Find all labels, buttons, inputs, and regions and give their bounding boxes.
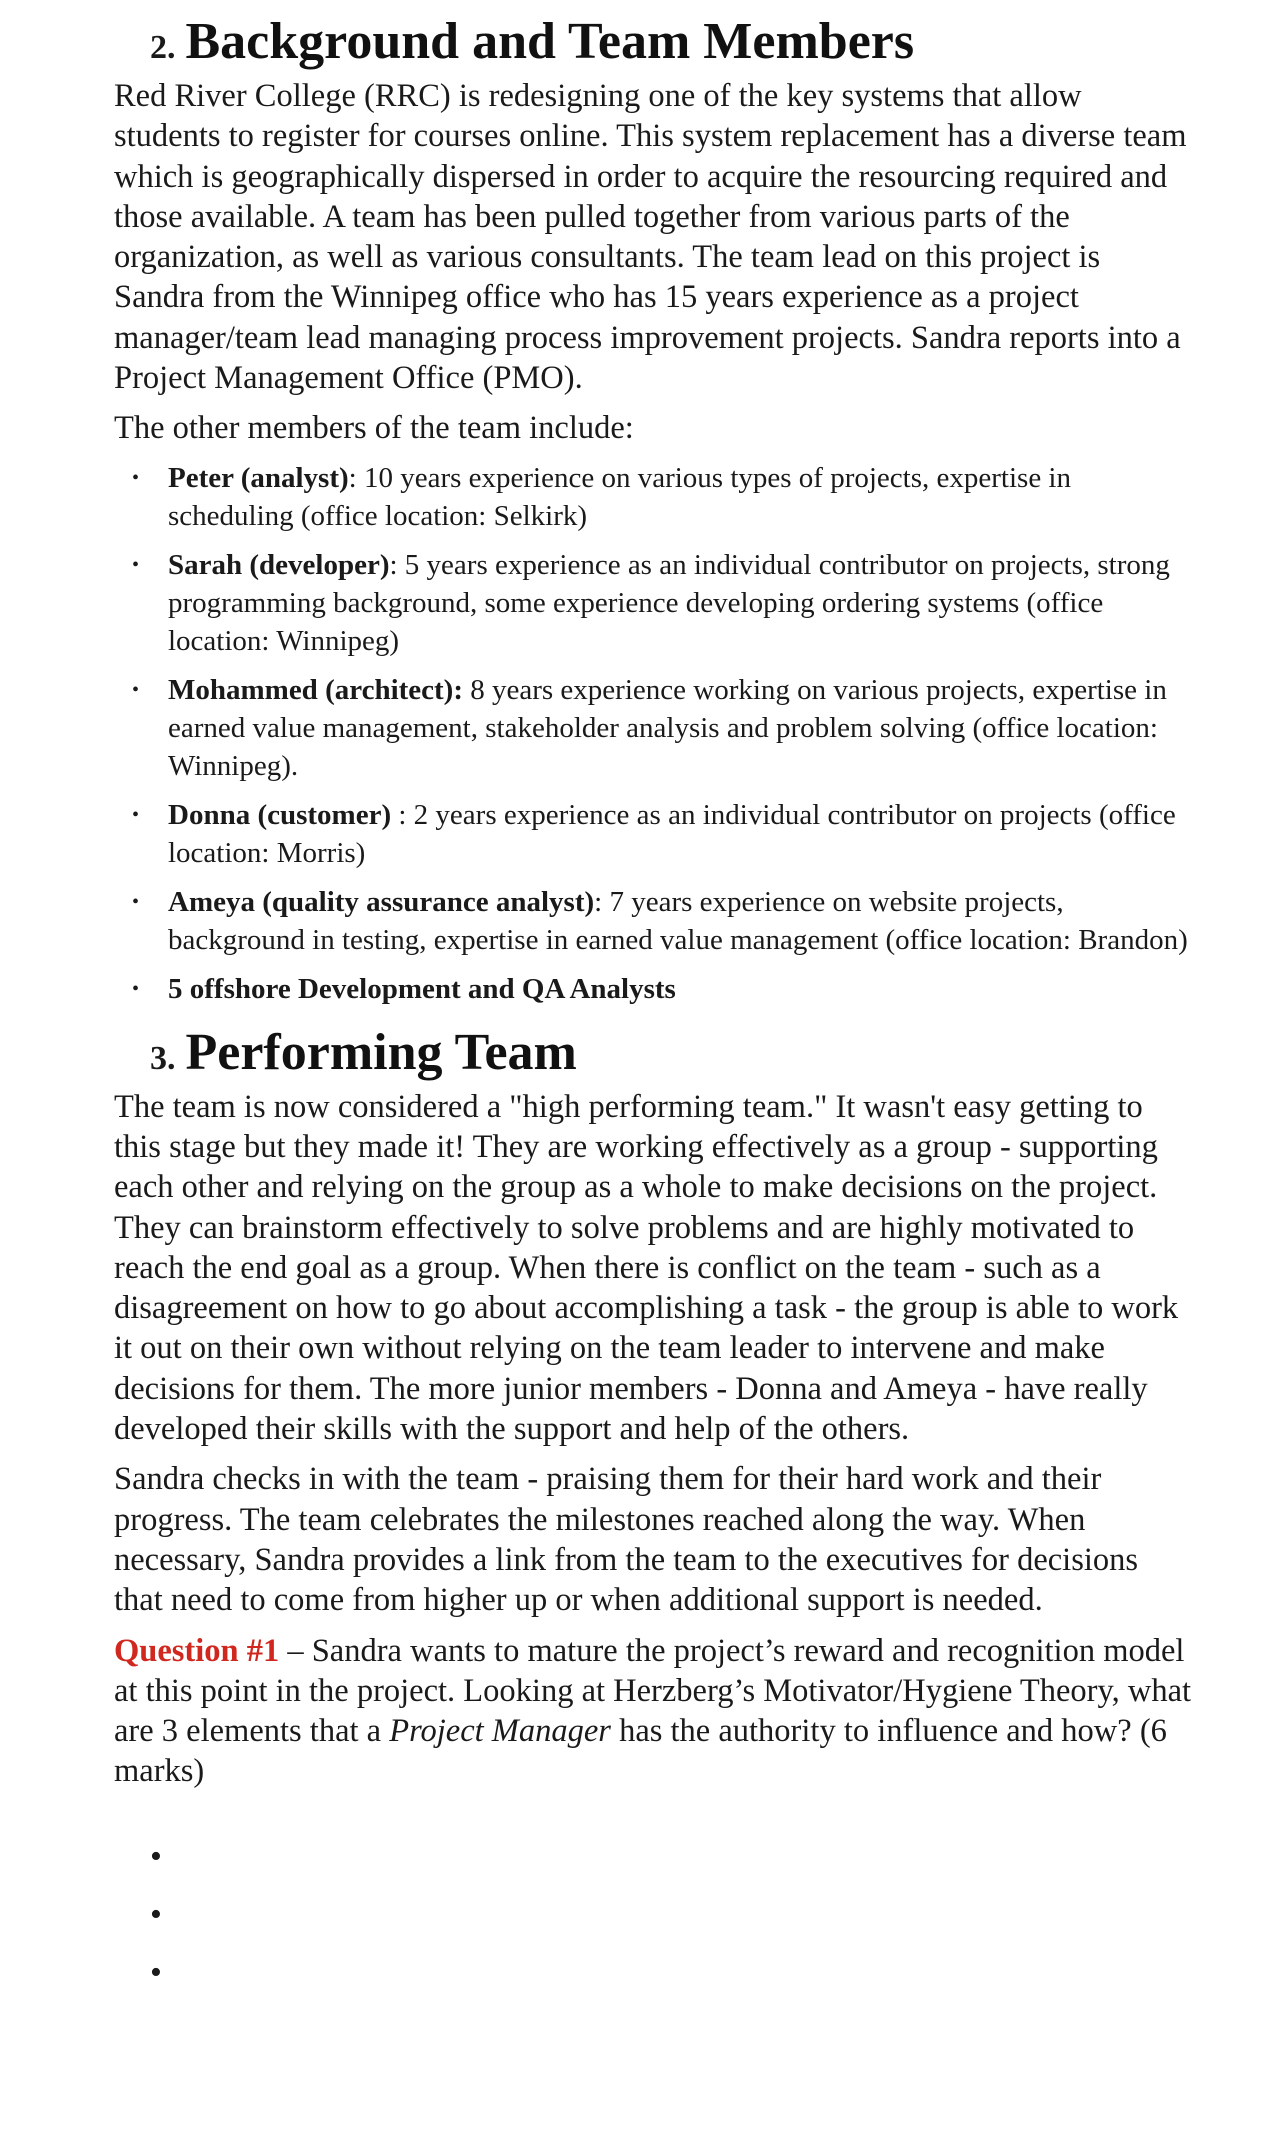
answer-bullet: • [150, 1953, 162, 1991]
answer-bullet-list [150, 1828, 1284, 2002]
bullet-icon: • [132, 553, 140, 576]
section-3-heading [150, 1019, 1284, 1087]
members-intro: The other members of the team include: [114, 410, 634, 447]
question-text-before: – Sandra wants to mature the project’s reward and recognition model at this point in the project. Looking at Herzberg’s Motivator/Hygiene Theory, what are 3 elements that a [114, 1632, 1192, 1750]
member-name: Mohammed (architect): [168, 673, 463, 706]
question-text-after: has the authority to influence and how? (6 marks) [114, 1713, 1167, 1790]
member-name: Sarah (developer) [168, 548, 390, 581]
answer-bullet: • [150, 1837, 162, 1875]
list-item [132, 883, 1192, 959]
section-2-intro: Red River College (RRC) is redesigning one of the key systems that allow students to register for courses online. This system replacement has a diverse team which is geographically dispersed in order to acquire the resourcing required and those available. A team has been pulled together from various parts of the organization, as well as various consultants. The team lead on this project is Sandra from the Winnipeg office who has 15 years experience as a project manager/team lead managing process improvement projects. Sandra reports into a Project Management Office (PMO). [114, 78, 1187, 397]
member-details: : 2 years experience as an individual contributor on projects (office location: Morris) [168, 798, 1176, 869]
performing-paragraph-2: Sandra checks in with the team - praising them for their hard work and their progress. The team celebrates the milestones reached along the way. When necessary, Sandra provides a link from the team to the executives for decisions that need to come from higher up or when additional support is needed. [114, 1461, 1139, 1619]
member-details: 8 years experience working on various projects, expertise in earned value management, stakeholder analysis and problem solving (office location: Winnipeg). [168, 673, 1167, 782]
list-item [132, 671, 1192, 785]
bullet-icon: • [132, 890, 140, 913]
member-name: Ameya (quality assurance analyst) [168, 885, 595, 918]
question-1 [114, 1631, 1194, 1792]
member-name: Donna (customer) [168, 798, 392, 831]
answer-bullet: • [150, 1895, 162, 1933]
member-name: 5 offshore Development and QA Analysts [168, 972, 676, 1005]
list-item [132, 459, 1192, 535]
section-2-title: Background and Team Members [185, 13, 915, 70]
performing-paragraph-1: The team is now considered a "high performing team." It wasn't easy getting to this stage but they made it! They are working effectively as a group - supporting each other and relying on the group as a whole to make decisions on the project. They can brainstorm effectively to solve problems and are highly motivated to reach the end goal as a group. When there is conflict on the team - such as a disagreement on how to go about accomplishing a task - the group is able to work it out on their own without relying on the team leader to intervene and make decisions for them. The more junior members - Donna and Ameya - have really developed their skills with the support and help of the others. [114, 1088, 1179, 1448]
bullet-icon: • [132, 678, 140, 701]
member-details: : 5 years experience as an individual contributor on projects, strong programming background, some experience developing ordering systems (office location: Winnipeg) [168, 548, 1170, 657]
member-details: : 10 years experience on various types of projects, expertise in scheduling (office location: Selkirk) [168, 461, 1071, 532]
list-item [132, 796, 1192, 872]
section-2-heading [150, 8, 1284, 76]
member-name: Peter (analyst) [168, 461, 349, 494]
question-label: Question #1 [114, 1632, 280, 1669]
bullet-icon: • [132, 466, 140, 489]
list-item [132, 546, 1192, 660]
section-3-title: Performing Team [185, 1023, 577, 1081]
bullet-icon: • [132, 977, 140, 1000]
question-emphasis: Project Manager [389, 1713, 611, 1750]
section-3-number: 3. [150, 1039, 176, 1077]
team-members-list [132, 459, 1192, 1008]
bullet-icon: • [132, 803, 140, 826]
section-2-number: 2. [150, 29, 176, 66]
member-details: : 7 years experience on website projects, background in testing, expertise in earned value management (office location: Brandon) [168, 885, 1188, 956]
list-item [132, 970, 1192, 1008]
